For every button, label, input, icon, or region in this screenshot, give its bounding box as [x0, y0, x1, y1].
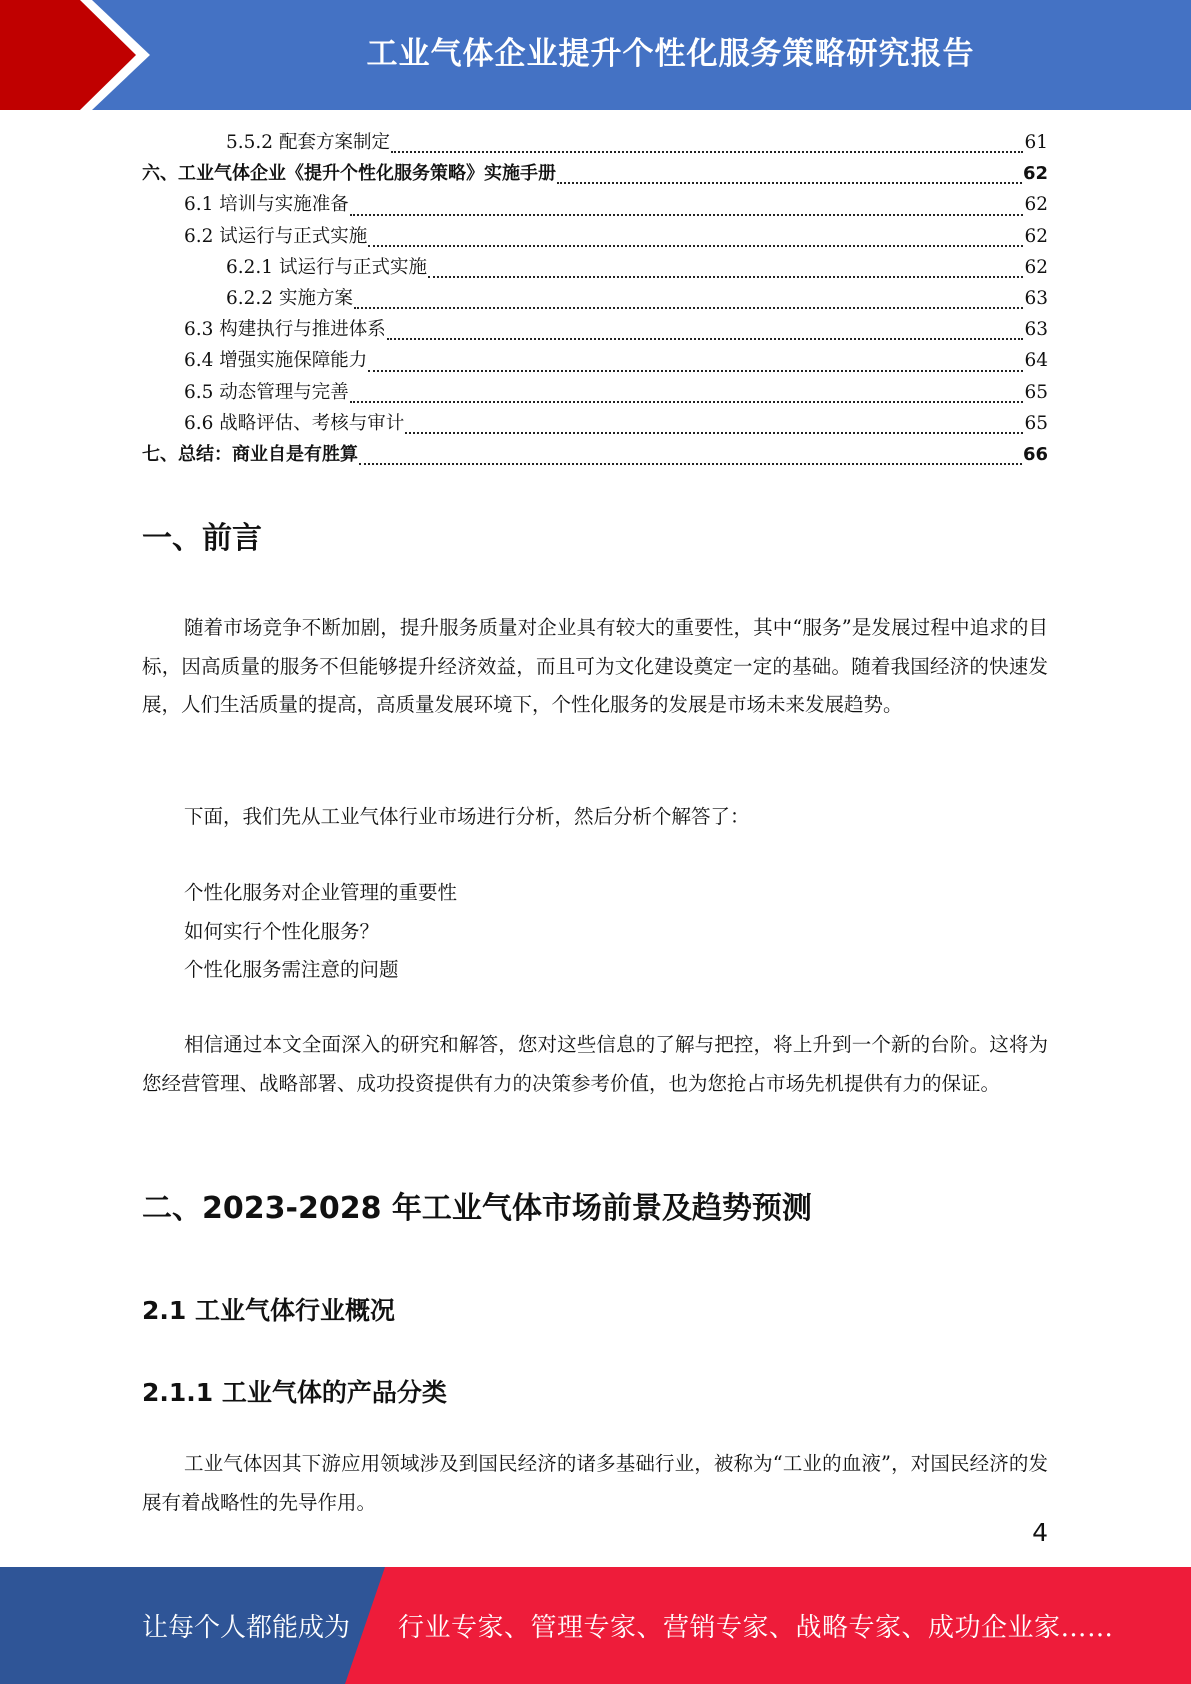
toc-leader-dots [405, 432, 1023, 434]
toc-entry[interactable] [142, 284, 1048, 315]
toc-entry[interactable] [142, 409, 1048, 440]
toc-entry[interactable] [142, 159, 1048, 190]
toc-entry-page: 64 [1024, 350, 1048, 372]
page-header [0, 0, 1191, 110]
toc-entry-label: 六、工业气体企业《提升个性化服务策略》实施手册 [142, 163, 556, 185]
toc-entry-page: 66 [1022, 443, 1048, 465]
toc-leader-dots [368, 245, 1023, 247]
toc-leader-dots [391, 151, 1023, 153]
toc-entry-page: 65 [1024, 381, 1048, 403]
subsection-heading-overview: 2.1 工业气体行业概况 [142, 1296, 395, 1325]
toc-entry[interactable] [142, 253, 1048, 284]
toc-entry-label: 6.5 动态管理与完善 [184, 381, 349, 403]
list-item: 个性化服务对企业管理的重要性 [184, 881, 458, 904]
toc-entry-label: 6.6 战略评估、考核与审计 [184, 412, 405, 434]
toc-entry-label: 6.2 试运行与正式实施 [184, 225, 368, 247]
section-heading-market: 二、2023-2028 年工业气体市场前景及趋势预测 [142, 1191, 812, 1226]
toc-leader-dots [428, 276, 1023, 278]
toc-entry-page: 62 [1024, 256, 1048, 278]
table-of-contents [142, 128, 1048, 471]
toc-entry-page: 63 [1024, 287, 1048, 309]
toc-leader-dots [368, 370, 1023, 372]
toc-entry-label: 5.5.2 配套方案制定 [226, 132, 390, 153]
toc-entry-label: 6.2.2 实施方案 [226, 287, 353, 309]
toc-entry-page: 61 [1024, 132, 1048, 153]
toc-entry[interactable] [142, 378, 1048, 409]
toc-leader-dots [350, 214, 1024, 216]
list-item: 如何实行个性化服务？ [184, 919, 380, 943]
subsection-heading-classification: 2.1.1 工业气体的产品分类 [142, 1378, 447, 1407]
toc-leader-dots [354, 307, 1024, 309]
report-title: 工业气体企业提升个性化服务策略研究报告 [366, 35, 975, 72]
page-footer [0, 1567, 1191, 1684]
paragraph-outline: 下面，我们先从工业气体行业市场进行分析，然后分析个解答了： [184, 805, 750, 828]
toc-entry[interactable] [142, 222, 1048, 253]
toc-entry-page: 65 [1024, 412, 1048, 434]
footer-slogan-right: 行业专家、管理专家、营销专家、战略专家、成功企业家…… [398, 1613, 1114, 1643]
toc-entry-page: 63 [1024, 319, 1048, 341]
toc-entry-page: 62 [1024, 225, 1048, 247]
toc-entry[interactable] [142, 315, 1048, 346]
page-number: 4 [1032, 1518, 1048, 1547]
toc-entry[interactable] [142, 346, 1048, 377]
section-heading-preface: 一、前言 [142, 521, 262, 556]
toc-entry-page: 62 [1022, 163, 1048, 185]
toc-entry[interactable] [142, 128, 1048, 159]
toc-entry-page: 62 [1024, 194, 1048, 216]
toc-entry-label: 七、总结：商业自是有胜算 [142, 443, 358, 465]
toc-entry[interactable] [142, 190, 1048, 221]
toc-entry-label: 6.2.1 试运行与正式实施 [226, 256, 427, 278]
toc-leader-dots [557, 182, 1022, 184]
paragraph-conclusion: 相信通过本文全面深入的研究和解答，您对这些信息的了解与把控，将上升到一个新的台阶。这将为您经营管理、战略部署、成功投资提供有力的决策参考价值，也为您抢占市场先机提供有力的保证。 [142, 1033, 1048, 1095]
toc-entry[interactable] [142, 440, 1048, 471]
toc-leader-dots [387, 338, 1024, 340]
toc-entry-label: 6.1 培训与实施准备 [184, 194, 349, 216]
footer-slogan-left: 让每个人都能成为 [142, 1613, 351, 1643]
header-arrow-decoration [0, 0, 160, 110]
toc-leader-dots [359, 463, 1022, 465]
paragraph-intro: 随着市场竞争不断加剧，提升服务质量对企业具有较大的重要性，其中“服务”是发展过程中追求的目标，因高质量的服务不但能够提升经济效益，而且可为文化建设奠定一定的基础。随着我国经济的快速发展，人们生活质量的提高，高质量发展环境下，个性化服务的发展是市场未来发展趋势。 [142, 616, 1048, 716]
question-list [184, 874, 457, 990]
toc-leader-dots [350, 401, 1024, 403]
toc-entry-label: 6.3 构建执行与推进体系 [184, 319, 386, 341]
toc-entry-label: 6.4 增强实施保障能力 [184, 350, 368, 372]
list-item: 个性化服务需注意的问题 [184, 958, 399, 981]
paragraph-industrial-gas: 工业气体因其下游应用领域涉及到国民经济的诸多基础行业，被称为“工业的血液”，对国民经济的发展有着战略性的先导作用。 [142, 1452, 1048, 1514]
